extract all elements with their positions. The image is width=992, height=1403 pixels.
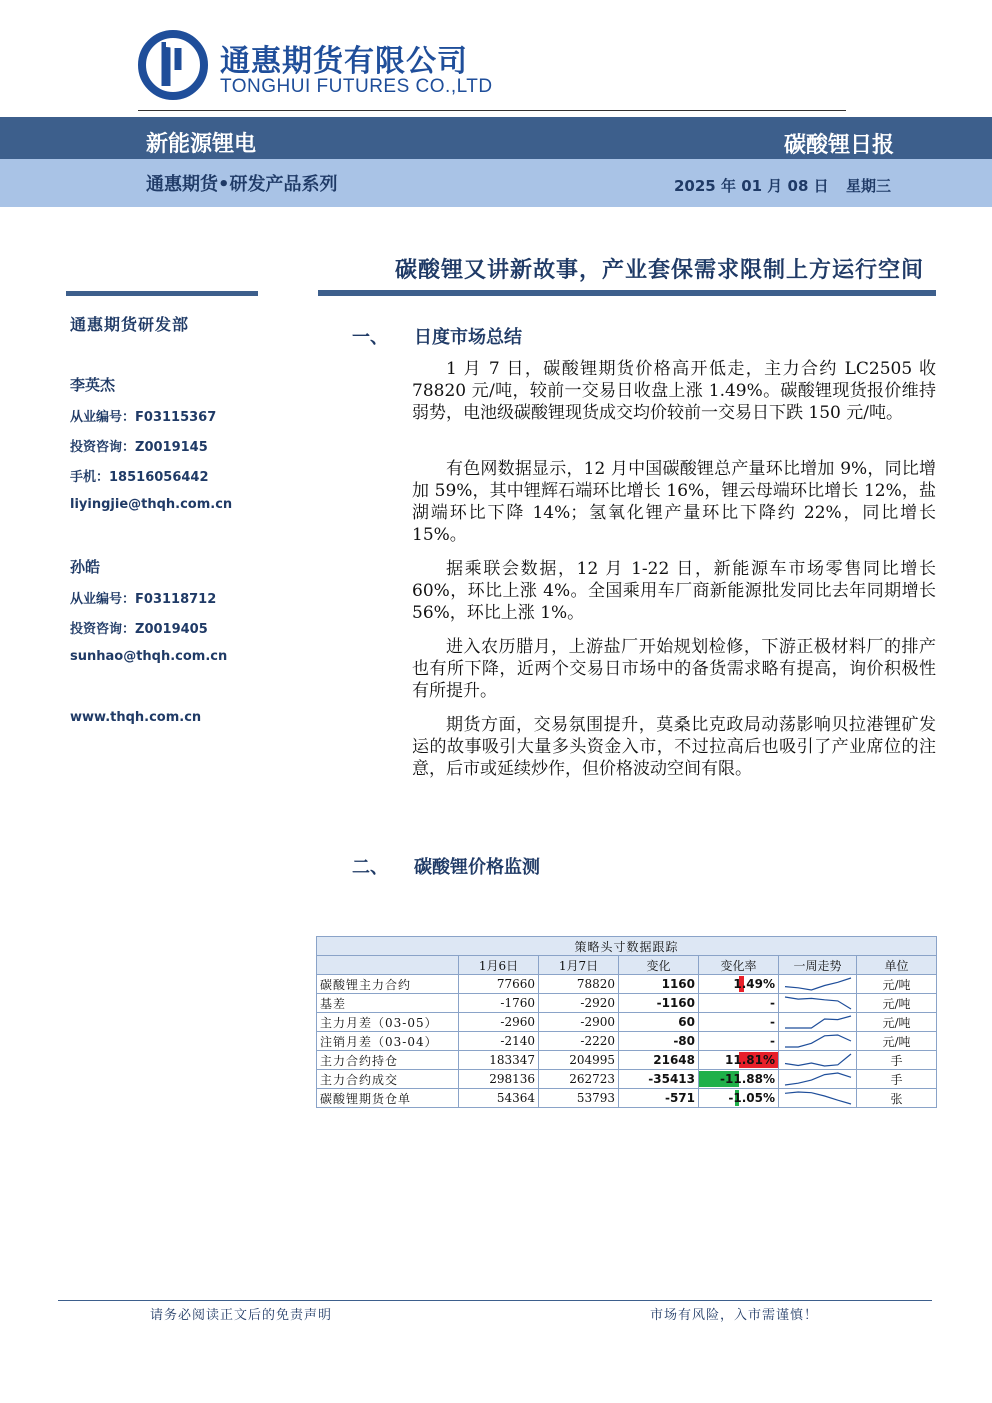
analyst-license xyxy=(70,588,216,607)
change-rate-text: - xyxy=(770,1034,775,1048)
value-jan6: 77660 xyxy=(459,975,539,994)
analyst-license-label: 从业编号： xyxy=(70,592,136,607)
value-change-rate xyxy=(699,975,779,994)
column-header xyxy=(317,956,459,975)
value-jan7: -2920 xyxy=(539,994,619,1013)
value-change-rate xyxy=(699,994,779,1013)
weekly-trend-sparkline xyxy=(779,1070,857,1089)
value-change-rate xyxy=(699,1051,779,1070)
position-tracking-table xyxy=(316,936,937,1108)
analyst-phone xyxy=(70,466,209,485)
value-change-rate xyxy=(699,1089,779,1108)
table-row xyxy=(317,1013,937,1032)
change-rate-text: - xyxy=(770,996,775,1010)
value-jan7: -2220 xyxy=(539,1032,619,1051)
analyst-license-value: F03115367 xyxy=(135,410,217,425)
change-rate-text: - xyxy=(770,1015,775,1029)
value-change: 1160 xyxy=(619,975,699,994)
row-label: 主力月差（03-05） xyxy=(317,1013,459,1032)
website-link[interactable]: www.thqh.com.cn xyxy=(70,710,202,725)
analyst-phone-value: 18516056442 xyxy=(109,470,209,485)
change-rate-text: -11.88% xyxy=(720,1072,775,1086)
report-series: 通惠期货•研发产品系列 xyxy=(146,174,338,195)
value-change-rate xyxy=(699,1070,779,1089)
weekly-trend-sparkline xyxy=(779,994,857,1013)
weekly-trend-sparkline xyxy=(779,975,857,994)
sparkline-path xyxy=(785,997,851,1009)
value-jan6: 183347 xyxy=(459,1051,539,1070)
row-unit: 手 xyxy=(857,1070,937,1089)
analyst-name: 李英杰 xyxy=(70,376,116,394)
section-number: 二、 xyxy=(352,857,388,878)
report-category: 新能源锂电 xyxy=(146,132,257,157)
value-change: 21648 xyxy=(619,1051,699,1070)
analyst-advisory-label: 投资咨询： xyxy=(70,440,136,455)
table-row xyxy=(317,975,937,994)
table-row xyxy=(317,1089,937,1108)
analyst-license xyxy=(70,406,216,425)
sidebar-department: 通惠期货研发部 xyxy=(70,315,190,334)
row-unit: 元/吨 xyxy=(857,975,937,994)
analyst-advisory-value: Z0019145 xyxy=(135,440,208,455)
value-change: -1160 xyxy=(619,994,699,1013)
analyst-advisory-value: Z0019405 xyxy=(135,622,208,637)
value-jan6: -1760 xyxy=(459,994,539,1013)
analyst-license-value: F03118712 xyxy=(135,592,217,607)
change-rate-text: 1.49% xyxy=(733,977,775,991)
section-title: 日度市场总结 xyxy=(414,327,522,348)
row-unit: 元/吨 xyxy=(857,1032,937,1051)
header-divider xyxy=(138,110,846,111)
sparkline-path xyxy=(785,978,851,990)
footer-disclaimer: 请务必阅读正文后的免责声明 xyxy=(150,1308,333,1323)
column-header: 1月7日 xyxy=(539,956,619,975)
value-jan6: -2140 xyxy=(459,1032,539,1051)
table-caption-row xyxy=(317,937,937,956)
analyst-name: 孙皓 xyxy=(70,558,101,576)
body-paragraph: 1 月 7 日，碳酸锂期货价格高开低走，主力合约 LC2505 收 78820 元/吨，较前一交易日收盘上涨 1.49%。碳酸锂现货报价维持弱势，电池级碳酸锂现货成交均价较前一交易日下跌 150 元/吨。 xyxy=(412,359,936,423)
table-caption: 策略头寸数据跟踪 xyxy=(317,937,937,956)
section-title: 碳酸锂价格监测 xyxy=(414,857,540,878)
column-header: 1月6日 xyxy=(459,956,539,975)
body-paragraph: 有色网数据显示，12 月中国碳酸锂总产量环比增加 9%，同比增加 59%，其中锂辉石端环比增长 16%，锂云母端环比增长 12%，盐湖端环比下降 14%；氢氧化锂产量环比下降约 22%，同比增长 15%。 xyxy=(412,459,936,545)
column-header: 单位 xyxy=(857,956,937,975)
table-row xyxy=(317,1070,937,1089)
value-jan7: 204995 xyxy=(539,1051,619,1070)
analyst-email[interactable]: sunhao@thqh.com.cn xyxy=(70,649,228,664)
title-underline xyxy=(318,290,936,296)
row-unit: 手 xyxy=(857,1051,937,1070)
value-change-rate xyxy=(699,1013,779,1032)
value-change-rate xyxy=(699,1032,779,1051)
sparkline-path xyxy=(785,1054,851,1066)
column-header: 变化率 xyxy=(699,956,779,975)
company-name-en: TONGHUI FUTURES CO.,LTD xyxy=(220,76,493,97)
row-label: 基差 xyxy=(317,994,459,1013)
column-header: 一周走势 xyxy=(779,956,857,975)
body-paragraph: 据乘联会数据，12 月 1-22 日，新能源车市场零售同比增长 60%，环比上涨 4%。全国乘用车厂商新能源批发同比去年同期增长 56%，环比上涨 1%。 xyxy=(412,559,936,623)
row-label: 碳酸锂期货仓单 xyxy=(317,1089,459,1108)
value-jan7: 78820 xyxy=(539,975,619,994)
value-change: -35413 xyxy=(619,1070,699,1089)
report-date: 2025 年 01 月 08 日 xyxy=(674,177,829,195)
analyst-advisory-label: 投资咨询： xyxy=(70,622,136,637)
value-jan7: 53793 xyxy=(539,1089,619,1108)
value-change: -80 xyxy=(619,1032,699,1051)
footer-risk-warning: 市场有风险，入市需谨慎！ xyxy=(649,1308,818,1323)
analyst-advisory xyxy=(70,436,208,455)
company-logo-icon xyxy=(138,30,208,100)
column-header: 变化 xyxy=(619,956,699,975)
value-jan7: 262723 xyxy=(539,1070,619,1089)
change-rate-text: 11.81% xyxy=(725,1053,775,1067)
row-label: 碳酸锂主力合约 xyxy=(317,975,459,994)
weekly-trend-sparkline xyxy=(779,1013,857,1032)
value-jan6: 298136 xyxy=(459,1070,539,1089)
report-type: 碳酸锂日报 xyxy=(783,133,894,158)
footer-divider xyxy=(58,1300,932,1301)
weekly-trend-sparkline xyxy=(779,1051,857,1070)
table-row xyxy=(317,1032,937,1051)
row-unit: 元/吨 xyxy=(857,994,937,1013)
value-change: 60 xyxy=(619,1013,699,1032)
table-row xyxy=(317,994,937,1013)
body-paragraph: 期货方面，交易氛围提升，莫桑比克政局动荡影响贝拉港锂矿发运的故事吸引大量多头资金入市，不过拉高后也吸引了产业席位的注意，后市或延续炒作，但价格波动空间有限。 xyxy=(412,715,936,779)
row-label: 注销月差（03-04） xyxy=(317,1032,459,1051)
company-name-cn: 通惠期货有限公司 xyxy=(220,44,468,79)
sparkline-path xyxy=(785,1016,851,1028)
analyst-email[interactable]: liyingjie@thqh.com.cn xyxy=(70,497,233,512)
table-row xyxy=(317,1051,937,1070)
section-number: 一、 xyxy=(352,327,388,348)
report-title: 碳酸锂又讲新故事，产业套保需求限制上方运行空间 xyxy=(394,257,924,283)
analyst-advisory xyxy=(70,618,208,637)
value-jan6: -2960 xyxy=(459,1013,539,1032)
row-unit: 张 xyxy=(857,1089,937,1108)
value-jan6: 54364 xyxy=(459,1089,539,1108)
value-jan7: -2900 xyxy=(539,1013,619,1032)
sparkline-path xyxy=(785,1035,851,1047)
weekly-trend-sparkline xyxy=(779,1089,857,1108)
row-label: 主力合约成交 xyxy=(317,1070,459,1089)
value-change: -571 xyxy=(619,1089,699,1108)
report-weekday: 星期三 xyxy=(846,177,892,195)
sparkline-path xyxy=(785,1092,851,1104)
analyst-license-label: 从业编号： xyxy=(70,410,136,425)
table-header-row xyxy=(317,956,937,975)
sparkline-path xyxy=(785,1073,851,1085)
sidebar-top-rule xyxy=(66,291,258,296)
analyst-phone-label: 手机： xyxy=(70,470,110,485)
weekly-trend-sparkline xyxy=(779,1032,857,1051)
change-rate-text: -1.05% xyxy=(728,1091,775,1105)
row-unit: 元/吨 xyxy=(857,1013,937,1032)
row-label: 主力合约持仓 xyxy=(317,1051,459,1070)
body-paragraph: 进入农历腊月，上游盐厂开始规划检修，下游正极材料厂的排产也有所下降，近两个交易日市场中的备货需求略有提高，询价积极性有所提升。 xyxy=(412,637,936,701)
